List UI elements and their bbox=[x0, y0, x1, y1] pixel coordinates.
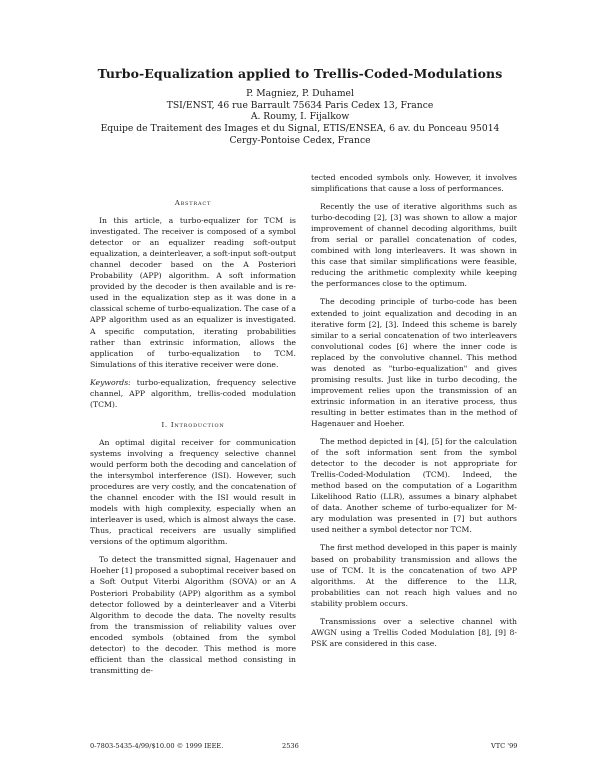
conference-name: VTC '99 bbox=[491, 742, 518, 750]
abstract-heading: Abstract bbox=[174, 199, 212, 207]
footer-copyright: 0-7803-5435-4/99/$10.00 © 1999 IEEE. bbox=[90, 742, 224, 750]
page-number: 2536 bbox=[282, 742, 299, 750]
author-names-2: A. Roumy, I. Fijalkow bbox=[250, 111, 350, 123]
author-block bbox=[0, 88, 600, 147]
body-paragraph: The decoding principle of turbo-code has been extended to joint equalization and decoding in an iterative form [2], [3]. Indeed this scheme is barely similar to a serial concatenation of two interleavers convolutional codes [6] where the inner code is replaced by the convolutive channel. This method was denoted as "turbo-equalization" and gives promising results. Just like in turbo decoding, the improvement relies upon the transmission of an extrinsic information in an iterative process, thus resulting in better estimates than in the method of Hagenauer and Hoeher. bbox=[311, 297, 517, 428]
abstract-text: In this article, a turbo-equalizer for TCM is investigated. The receiver is composed of a symbol detector or an equalizer reading soft-output equalization, a deinterleaver, a soft-input soft-output channel decoder based on the A Posteriori Probability (APP) algorithm. A soft information provided by the decoder is then available and is re-used in the equalization step as it was done in a classical scheme of turbo-equalization. The case of a APP algorithm used as an equalizer is investigated. A specific computation, iterating probabilities rather than extrinsic information, allows the application of turbo-equalization to TCM. Simulations of this iterative receiver were done. bbox=[90, 216, 296, 369]
right-column bbox=[311, 172, 517, 656]
body-paragraph: The first method developed in this paper is mainly based on probability transmission and allows the use of TCM. It is the concatenation of two APP algorithms. At the difference to the LLR, probabilities can not reach high values and no stability problem occurs. bbox=[311, 543, 517, 608]
author-affiliation-2: Equipe de Traitement des Images et du Signal, ETIS/ENSEA, 6 av. du Ponceau 95014 bbox=[100, 123, 500, 135]
body-paragraph: tected encoded symbols only. However, it involves simplifications that cause a loss of performances. bbox=[311, 173, 517, 194]
author-affiliation-2-city: Cergy-Pontoise Cedex, France bbox=[229, 134, 371, 146]
intro-paragraph: To detect the transmitted signal, Hagenauer and Hoeher [1] proposed a suboptimal receiver based on a Soft Output Viterbi Algorithm (SOVA) or an A Posteriori Probability (APP) algorithm as a symbol detector followed by a deinterleaver and a Viterbi Algorithm to decode the data. The novelty results from the transmission of reliability values over encoded symbols (obtained from the symbol detector) to the decoder. This method is more efficient than the classical method consisting in transmitting de- bbox=[90, 555, 296, 675]
keywords-text: turbo-equalization, frequency selective channel, APP algorithm, trellis-coded modulation (TCM). bbox=[90, 377, 296, 409]
author-affiliation-1: TSI/ENST, 46 rue Barrault 75634 Paris Cedex 13, France bbox=[166, 99, 434, 111]
paper-title: Turbo-Equalization applied to Trellis-Coded-Modulations bbox=[97, 66, 503, 81]
body-paragraph: The method depicted in [4], [5] for the calculation of the soft information sent from the symbol detector to the decoder is not appropriate for Trellis-Coded-Modulation (TCM). Indeed, the method based on the computation of a Logarithm Likelihood Ratio (LLR), assumes a binary alphabet of data. Another scheme of turbo-equalizer for M-ary modulation was presented in [7] but authors used neither a symbol detector nor TCM. bbox=[311, 437, 517, 535]
left-column bbox=[90, 198, 296, 683]
introduction-heading: I. Introduction bbox=[161, 420, 225, 429]
keywords bbox=[90, 377, 296, 410]
intro-paragraph: An optimal digital receiver for communication systems involving a frequency selective channel would perform both the decoding and cancelation of the intersymbol interference (ISI). However, such procedures are very costly, and the concatenation of the channel encoder with the ISI would result in models with high complexity, especially when an interleaver is used, which is almost always the case. Thus, practical receivers are usually simplified versions of the optimum algorithm. bbox=[90, 437, 296, 547]
keywords-label: Keywords: bbox=[90, 377, 131, 387]
body-paragraph: Recently the use of iterative algorithms such as turbo-decoding [2], [3] was shown to allow a major improvement of channel decoding algorithms, built from serial or parallel concatenation of codes, combined with long interleavers. It was shown in this case that similar simplifications were feasible, reducing the arithmetic complexity while keeping the performances close to the optimum. bbox=[311, 202, 517, 289]
body-paragraph: Transmissions over a selective channel with AWGN using a Trellis Coded Modulation [8], [9] 8-PSK are considered in this case. bbox=[311, 616, 517, 648]
author-names-1: P. Magniez, P. Duhamel bbox=[246, 88, 354, 99]
